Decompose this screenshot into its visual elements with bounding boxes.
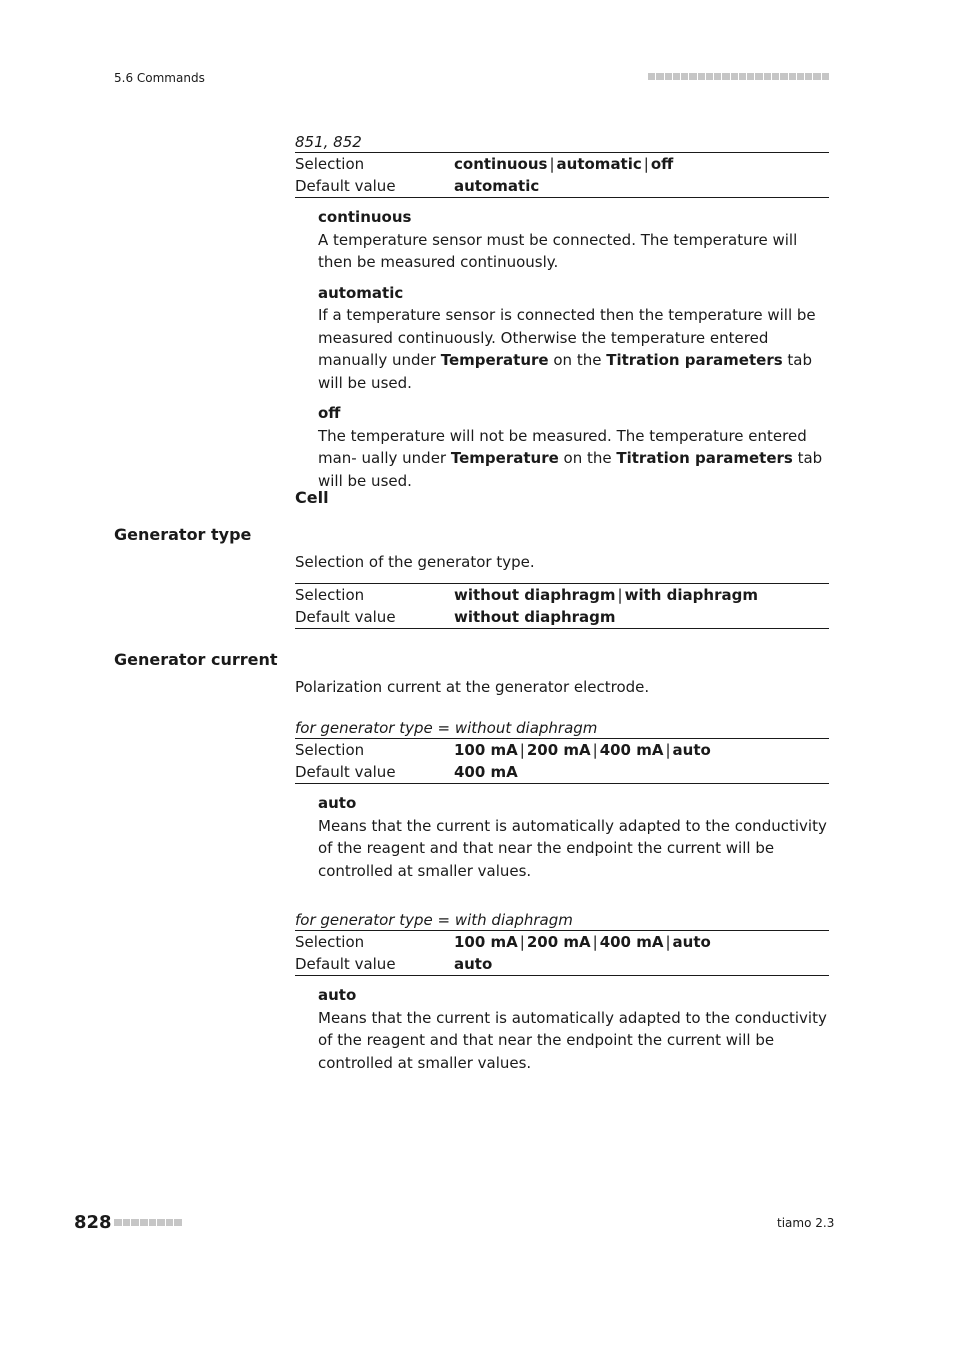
option-desc: Means that the current is automatically adapted to the conductivity of the reagent and that near the endpoint the current will be controlled at smaller values. (318, 1008, 827, 1072)
temperature-parameter-block (295, 132, 829, 492)
generator-current-block (295, 676, 829, 698)
row-key: Default value (295, 955, 396, 973)
table-caption: for generator type = without diaphragm (295, 719, 598, 737)
parameter-label-generator-type: Generator type (114, 525, 252, 544)
page-number: 828 (74, 1212, 112, 1233)
parameter-description: Selection of the generator type. (295, 553, 535, 571)
header-decoration (648, 73, 829, 82)
row-key: Selection (295, 155, 365, 173)
row-key: Default value (295, 608, 396, 626)
option-descriptions (318, 792, 829, 882)
parameter-label-generator-current: Generator current (114, 650, 278, 669)
option-descriptions (318, 206, 829, 492)
footer-decoration (114, 1219, 182, 1227)
option-term: auto (318, 794, 357, 812)
table-caption: 851, 852 (295, 133, 362, 151)
options-table (295, 930, 829, 976)
table-row (295, 761, 829, 784)
row-value: continuous | automatic | off (454, 155, 674, 173)
generator-type-block (295, 551, 829, 629)
row-key: Selection (295, 933, 365, 951)
row-key: Default value (295, 177, 396, 195)
table-row (295, 739, 829, 762)
table-caption: for generator type = with diaphragm (295, 911, 573, 929)
row-value: 100 mA | 200 mA | 400 mA | auto (454, 933, 711, 951)
table-row (295, 606, 829, 629)
table-row (295, 153, 829, 176)
row-value: without diaphragm (454, 608, 616, 626)
option-desc: The temperature will not be measured. The temperature entered man- ually under Temperature on the Titration parameters tab will be used. (318, 426, 823, 490)
section-heading-cell: Cell (295, 488, 329, 507)
row-key: Selection (295, 741, 365, 759)
running-header-section: 5.6 Commands (114, 71, 205, 85)
option-desc: If a temperature sensor is connected then the temperature will be measured continuously. Otherwise the temperature entered manually under Temperature on the Titration parameters tab will be used. (318, 306, 816, 392)
parameter-description: Polarization current at the generator electrode. (295, 678, 650, 696)
generator-current-with-diaphragm (295, 910, 829, 1074)
row-value: automatic (454, 177, 540, 195)
row-key: Selection (295, 586, 365, 604)
table-row (295, 584, 829, 607)
row-value: 400 mA (454, 763, 518, 781)
option-desc: A temperature sensor must be connected. The temperature will then be measured continuously. (318, 230, 798, 271)
row-value: auto (454, 955, 493, 973)
table-row (295, 175, 829, 198)
table-row (295, 953, 829, 976)
option-term: continuous (318, 208, 412, 226)
option-term: auto (318, 986, 357, 1004)
table-row (295, 931, 829, 954)
generator-current-without-diaphragm (295, 718, 829, 882)
footer-product: tiamo 2.3 (777, 1216, 835, 1230)
option-term: automatic (318, 283, 404, 302)
option-term: off (318, 404, 341, 422)
options-table (295, 152, 829, 198)
row-value: without diaphragm | with diaphragm (454, 586, 758, 604)
row-value: 100 mA | 200 mA | 400 mA | auto (454, 741, 711, 759)
row-key: Default value (295, 763, 396, 781)
option-descriptions (318, 984, 829, 1074)
option-desc: Means that the current is automatically adapted to the conductivity of the reagent and that near the endpoint the current will be controlled at smaller values. (318, 816, 827, 880)
options-table (295, 583, 829, 629)
options-table (295, 738, 829, 784)
